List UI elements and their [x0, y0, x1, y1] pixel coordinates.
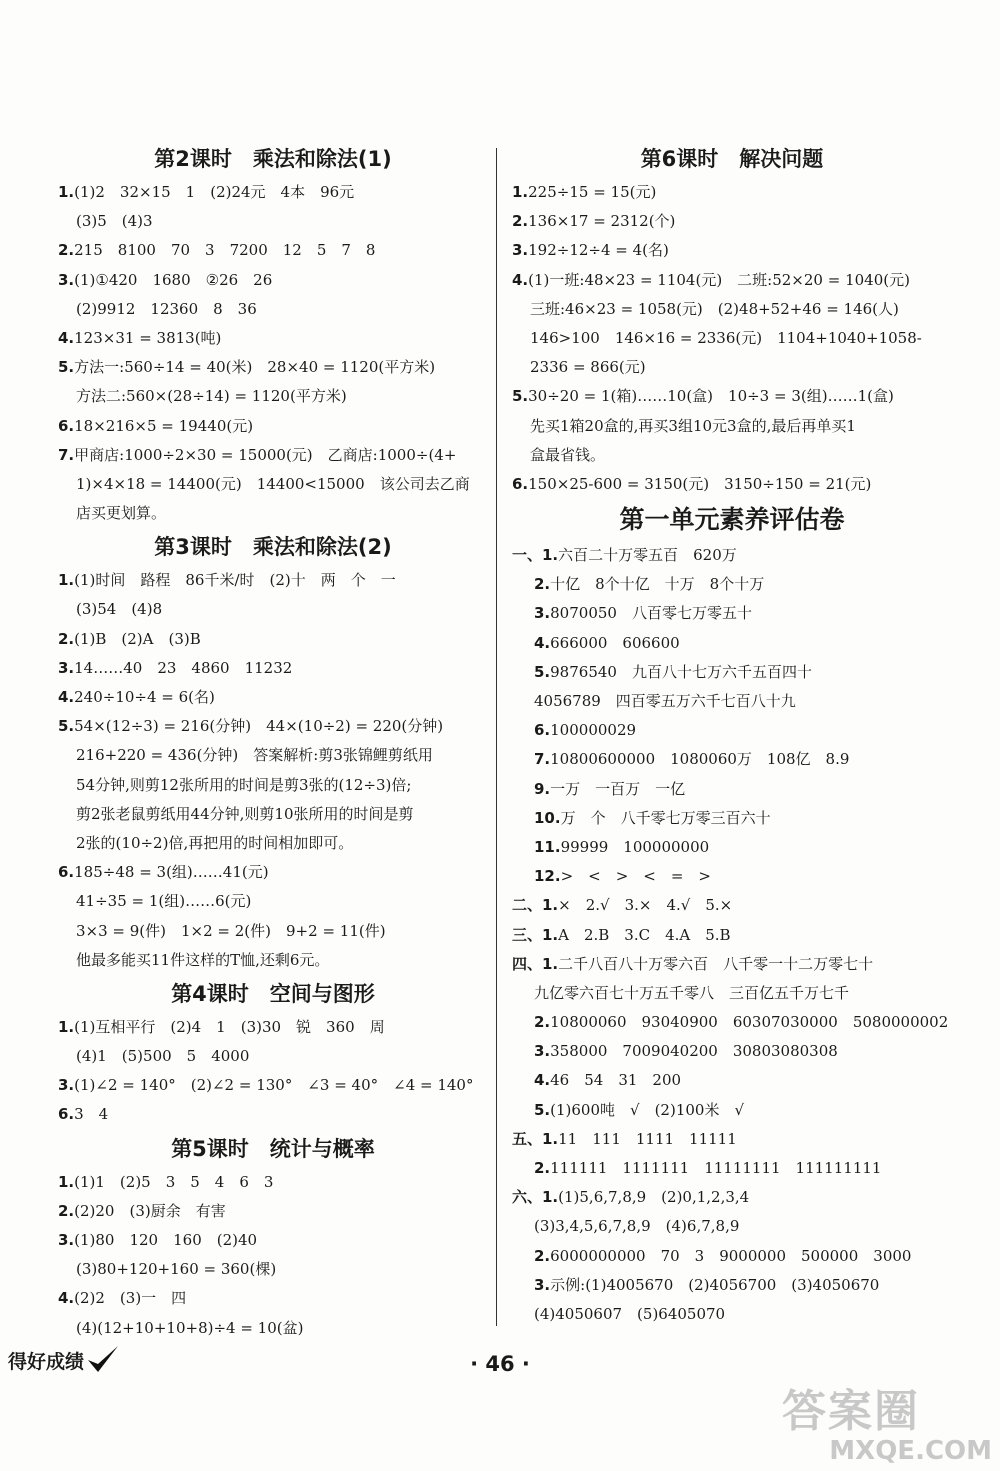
- answer-line: [58, 324, 488, 353]
- watermark-title: 答案圈: [782, 1386, 920, 1437]
- answer-text: 九亿零六百七十万五千零八 三百亿五千万七千: [534, 983, 850, 1002]
- answer-line: [512, 207, 952, 236]
- section-heading: 第6课时 解决问题: [640, 147, 824, 171]
- question-number: 2.: [58, 629, 75, 648]
- answer-text: 先买1箱20盒的,再买3组10元3盒的,最后再单买1: [530, 416, 856, 435]
- question-number: 2.: [534, 1013, 551, 1032]
- left-column: [58, 140, 488, 1343]
- answer-text: 二千八百八十万零六百 八千零一十二万零七十: [558, 954, 874, 973]
- answer-line: [58, 1197, 488, 1226]
- answer-text: (1)80 120 160 (2)40: [74, 1231, 258, 1249]
- answer-continuation: [512, 295, 952, 324]
- answer-continuation: [58, 207, 488, 236]
- answer-text: 示例:(1)4005670 (2)4056700 (3)4050670: [550, 1275, 880, 1294]
- answer-continuation: [512, 979, 952, 1008]
- answer-line: [58, 412, 488, 441]
- question-number: 3.: [58, 1231, 75, 1249]
- answer-continuation: [58, 917, 488, 946]
- answer-text: 123×31 = 3813(吨): [74, 328, 222, 347]
- answer-text: (1)5,6,7,8,9 (2)0,1,2,3,4: [558, 1188, 750, 1207]
- answer-text: (1)2 32×15 1 (2)24元 4本 96元: [74, 183, 355, 201]
- answer-text: 14……40 23 4860 11232: [74, 658, 293, 677]
- answer-line: [512, 921, 952, 950]
- answer-text: 136×17 = 2312(个): [528, 212, 676, 231]
- answer-text: (3)80+120+160 = 360(棵): [76, 1260, 277, 1279]
- answer-text: (1)600吨 √ (2)100米 √: [550, 1100, 745, 1119]
- answer-continuation: [512, 441, 952, 470]
- answer-line: [58, 236, 488, 265]
- answer-text: 18×216×5 = 19440(元): [74, 416, 254, 435]
- question-number: 四、1.: [512, 954, 559, 973]
- answer-continuation: [512, 687, 952, 716]
- answer-continuation: [58, 1314, 488, 1343]
- answer-text: 他最多能买11件这样的T恤,还剩6元。: [76, 950, 330, 969]
- answer-text: 盒最省钱。: [530, 445, 606, 464]
- section-heading: 第5课时 统计与概率: [171, 1136, 375, 1161]
- question-number: 2.: [512, 212, 529, 231]
- answer-continuation: [58, 295, 488, 324]
- answer-text: 146>100 146×16 = 2336(元) 1104+1040+1058-: [530, 328, 922, 347]
- question-number: 五、1.: [512, 1129, 559, 1148]
- question-number: 三、1.: [512, 925, 559, 944]
- answer-text: 185÷48 = 3(组)……41(元): [74, 863, 269, 882]
- answer-line: [512, 833, 952, 862]
- answer-continuation: [58, 1255, 488, 1284]
- answer-line: [512, 178, 952, 207]
- answer-text: 六百二十万零五百 620万: [558, 546, 737, 565]
- answer-line: [512, 570, 952, 599]
- answer-text: (3)54 (4)8: [76, 600, 163, 619]
- answer-continuation: [58, 741, 488, 770]
- question-number: 2.: [58, 1201, 75, 1220]
- answer-continuation: [512, 324, 952, 353]
- question-number: 4.: [58, 688, 75, 706]
- question-number: 6.: [512, 474, 529, 493]
- answer-continuation: [58, 829, 488, 858]
- answer-continuation: [58, 1042, 488, 1071]
- question-number: 5.: [58, 358, 75, 377]
- question-number: 六、1.: [512, 1188, 559, 1207]
- answer-text: 150×25-600 = 3150(元) 3150÷150 = 21(元): [528, 474, 872, 493]
- answer-text: 三班:46×23 = 1058(元) (2)48+52+46 = 146(人): [530, 299, 899, 318]
- answer-text: (3)5 (4)3: [76, 212, 153, 231]
- brand-text: 得好成绩: [8, 1351, 85, 1373]
- question-number: 2.: [58, 241, 75, 260]
- answer-text: 1)×4×18 = 14400(元) 14400<15000 该公司去乙商: [76, 474, 470, 493]
- answer-line: [512, 1037, 952, 1066]
- question-number: 12.: [534, 867, 561, 886]
- answer-text: 358000 7009040200 30803080308: [550, 1042, 838, 1061]
- answer-text: (4)(12+10+10+8)÷4 = 10(盆): [76, 1318, 304, 1337]
- answer-line: [512, 1183, 952, 1212]
- answer-line: [58, 858, 488, 887]
- answer-text: 方法二:560×(28÷14) = 1120(平方米): [76, 387, 347, 406]
- question-number: 4.: [58, 328, 75, 347]
- answer-text: 192÷12÷4 = 4(名): [528, 241, 669, 260]
- question-number: 3.: [534, 604, 551, 623]
- answer-line: [58, 1100, 488, 1129]
- answer-text: 11 111 1111 11111: [558, 1129, 737, 1148]
- answer-text: 10800600000 1080060万 108亿 8.9: [550, 750, 850, 769]
- question-number: 1.: [58, 571, 75, 590]
- answer-text: (1)1 (2)5 3 5 4 6 3: [74, 1172, 274, 1191]
- question-number: 二、1.: [512, 896, 559, 915]
- section-heading: 第一单元素养评估卷: [619, 505, 845, 535]
- right-column: [512, 140, 952, 1329]
- answer-text: 30÷20 = 1(箱)……10(盒) 10÷3 = 3(组)……1(盒): [528, 387, 894, 406]
- question-number: 3.: [512, 241, 529, 260]
- answer-line: [512, 599, 952, 628]
- question-number: 3.: [534, 1042, 551, 1061]
- answer-line: [512, 804, 952, 833]
- answer-line: [58, 178, 488, 207]
- answer-text: (1)一班:48×23 = 1104(元) 二班:52×20 = 1040(元): [528, 270, 910, 289]
- answer-text: (1)①420 1680 ②26 26: [74, 270, 273, 289]
- answer-continuation: [512, 1212, 952, 1241]
- answer-line: [512, 1125, 952, 1154]
- answer-continuation: [58, 771, 488, 800]
- answer-line: [512, 1271, 952, 1300]
- answer-line: [58, 654, 488, 683]
- question-number: 6.: [58, 416, 75, 435]
- answer-text: 46 54 31 200: [550, 1071, 682, 1090]
- watermark-url: MXQE.COM: [829, 1436, 992, 1466]
- question-number: 1.: [58, 183, 75, 201]
- question-number: 1.: [58, 1172, 75, 1191]
- answer-line: [512, 1242, 952, 1271]
- question-number: 4.: [534, 633, 551, 652]
- question-number: 1.: [58, 1017, 75, 1036]
- answer-text: 54分钟,则剪12张所用的时间是剪3张的(12÷3)倍;: [76, 775, 412, 794]
- answer-text: 2张的(10÷2)倍,再把用的时间相加即可。: [76, 833, 354, 852]
- section-heading: 第4课时 空间与图形: [171, 981, 375, 1006]
- answer-text: (1)互相平行 (2)4 1 (3)30 锐 360 周: [74, 1017, 385, 1036]
- answer-text: 4056789 四百零五万六千七百八十九: [534, 692, 796, 710]
- answer-line: [512, 745, 952, 774]
- answer-text: (4)4050607 (5)6405070: [534, 1304, 726, 1323]
- answer-text: 54×(12÷3) = 216(分钟) 44×(10÷2) = 220(分钟): [74, 717, 444, 736]
- answer-line: [58, 683, 488, 712]
- answer-text: 8070050 八百零七万零五十: [550, 604, 752, 623]
- question-number: 6.: [58, 1105, 75, 1124]
- answer-line: [58, 266, 488, 295]
- answer-line: [58, 566, 488, 595]
- question-number: 9.: [534, 779, 551, 798]
- answer-text: 万 个 八千零七万零三百六十: [560, 808, 771, 827]
- answer-line: [512, 950, 952, 979]
- answer-line: [58, 353, 488, 382]
- answer-continuation: [512, 412, 952, 441]
- answer-text: 111111 1111111 11111111 111111111: [550, 1159, 882, 1177]
- answer-text: (2)9912 12360 8 36: [76, 299, 257, 318]
- question-number: 2.: [534, 1159, 551, 1177]
- answer-text: 3×3 = 9(件) 1×2 = 2(件) 9+2 = 11(件): [76, 921, 386, 940]
- answer-line: [512, 891, 952, 920]
- question-number: 5.: [58, 717, 75, 736]
- answer-text: > < > < = >: [560, 867, 711, 886]
- answer-continuation: [512, 353, 952, 382]
- answer-continuation: [58, 499, 488, 528]
- answer-text: 6000000000 70 3 9000000 500000 3000: [550, 1246, 912, 1265]
- answer-continuation: [58, 800, 488, 829]
- question-number: 3.: [58, 270, 75, 289]
- answer-line: [58, 625, 488, 654]
- question-number: 4.: [58, 1289, 75, 1308]
- answer-text: (4)1 (5)500 5 4000: [76, 1047, 250, 1066]
- answer-text: (1)∠2 = 140° (2)∠2 = 130° ∠3 = 40° ∠4 = 140°: [74, 1076, 474, 1095]
- answer-text: 41÷35 = 1(组)……6(元): [76, 892, 252, 911]
- answer-line: [512, 775, 952, 804]
- question-number: 4.: [512, 270, 529, 289]
- answer-text: 10800060 93040900 60307030000 5080000002: [550, 1013, 949, 1032]
- question-number: 3.: [58, 658, 75, 677]
- answer-text: 店买更划算。: [76, 504, 167, 523]
- answer-line: [58, 1013, 488, 1042]
- answer-line: [58, 1071, 488, 1100]
- answer-text: (1)时间 路程 86千米/时 (2)十 两 个 一: [74, 571, 396, 590]
- question-number: 2.: [534, 1246, 551, 1265]
- question-number: 7.: [58, 445, 75, 464]
- answer-text: 100000029: [550, 721, 637, 740]
- answer-text: (2)2 (3)一 四: [74, 1289, 187, 1308]
- answer-text: 216+220 = 436(分钟) 答案解析:剪3张锦鲤剪纸用: [76, 746, 433, 765]
- answer-line: [512, 658, 952, 687]
- answer-line: [512, 862, 952, 891]
- question-number: 6.: [534, 721, 551, 740]
- section-heading: 第3课时 乘法和除法(2): [154, 535, 392, 560]
- answer-continuation: [58, 887, 488, 916]
- question-number: 6.: [58, 863, 75, 882]
- answer-line: [512, 541, 952, 570]
- answer-line: [58, 1226, 488, 1255]
- answer-line: [512, 1096, 952, 1125]
- answer-text: 一万 一百万 一亿: [550, 779, 686, 798]
- column-divider: [496, 148, 497, 1326]
- answer-text: × 2.√ 3.× 4.√ 5.×: [558, 896, 733, 915]
- answer-text: 9876540 九百八十七万六千五百四十: [550, 662, 812, 681]
- answer-continuation: [58, 382, 488, 411]
- question-number: 4.: [534, 1071, 551, 1090]
- answer-text: 剪2张老鼠剪纸用44分钟,则剪10张所用的时间是剪: [76, 804, 414, 823]
- answer-line: [58, 1284, 488, 1313]
- question-number: 一、1.: [512, 546, 559, 565]
- answer-continuation: [58, 470, 488, 499]
- answer-line: [512, 1154, 952, 1183]
- answer-text: 方法一:560÷14 = 40(米) 28×40 = 1120(平方米): [74, 358, 436, 377]
- answer-continuation: [512, 1300, 952, 1329]
- answer-line: [58, 1168, 488, 1197]
- answer-text: 240÷10÷4 = 6(名): [74, 688, 215, 706]
- answer-line: [512, 470, 952, 499]
- question-number: 5.: [534, 662, 551, 681]
- answer-text: (3)3,4,5,6,7,8,9 (4)6,7,8,9: [534, 1217, 740, 1236]
- question-number: 7.: [534, 750, 551, 769]
- answer-text: (1)B (2)A (3)B: [74, 629, 201, 648]
- answer-text: 甲商店:1000÷2×30 = 15000(元) 乙商店:1000÷(4+: [74, 445, 457, 464]
- answer-text: 666000 606600: [550, 633, 680, 652]
- answer-line: [512, 382, 952, 411]
- answer-text: 99999 100000000: [560, 837, 710, 856]
- question-number: 10.: [534, 808, 561, 827]
- answer-text: (2)20 (3)厨余 有害: [74, 1201, 226, 1220]
- answer-line: [512, 629, 952, 658]
- question-number: 5.: [534, 1100, 551, 1119]
- answer-line: [58, 712, 488, 741]
- question-number: 3.: [534, 1275, 551, 1294]
- page-number: · 46 ·: [470, 1352, 530, 1376]
- section-heading: 第2课时 乘法和除法(1): [154, 147, 392, 171]
- question-number: 5.: [512, 387, 529, 406]
- answer-text: 2336 = 866(元): [530, 358, 646, 377]
- answer-continuation: [58, 595, 488, 624]
- answer-text: A 2.B 3.C 4.A 5.B: [558, 925, 731, 944]
- watermark: [782, 1388, 992, 1468]
- answer-continuation: [58, 946, 488, 975]
- answer-line: [512, 266, 952, 295]
- answer-line: [512, 1008, 952, 1037]
- question-number: 2.: [534, 575, 551, 594]
- question-number: 11.: [534, 837, 561, 856]
- answer-line: [512, 1066, 952, 1095]
- answer-line: [512, 716, 952, 745]
- answer-text: 十亿 8个十亿 十万 8个十万: [550, 575, 765, 594]
- question-number: 1.: [512, 183, 529, 201]
- answer-text: 215 8100 70 3 7200 12 5 7 8: [74, 241, 376, 260]
- answer-line: [58, 441, 488, 470]
- answer-line: [512, 236, 952, 265]
- answer-text: 3 4: [74, 1105, 109, 1124]
- question-number: 3.: [58, 1076, 75, 1095]
- answer-text: 225÷15 = 15(元): [528, 183, 657, 201]
